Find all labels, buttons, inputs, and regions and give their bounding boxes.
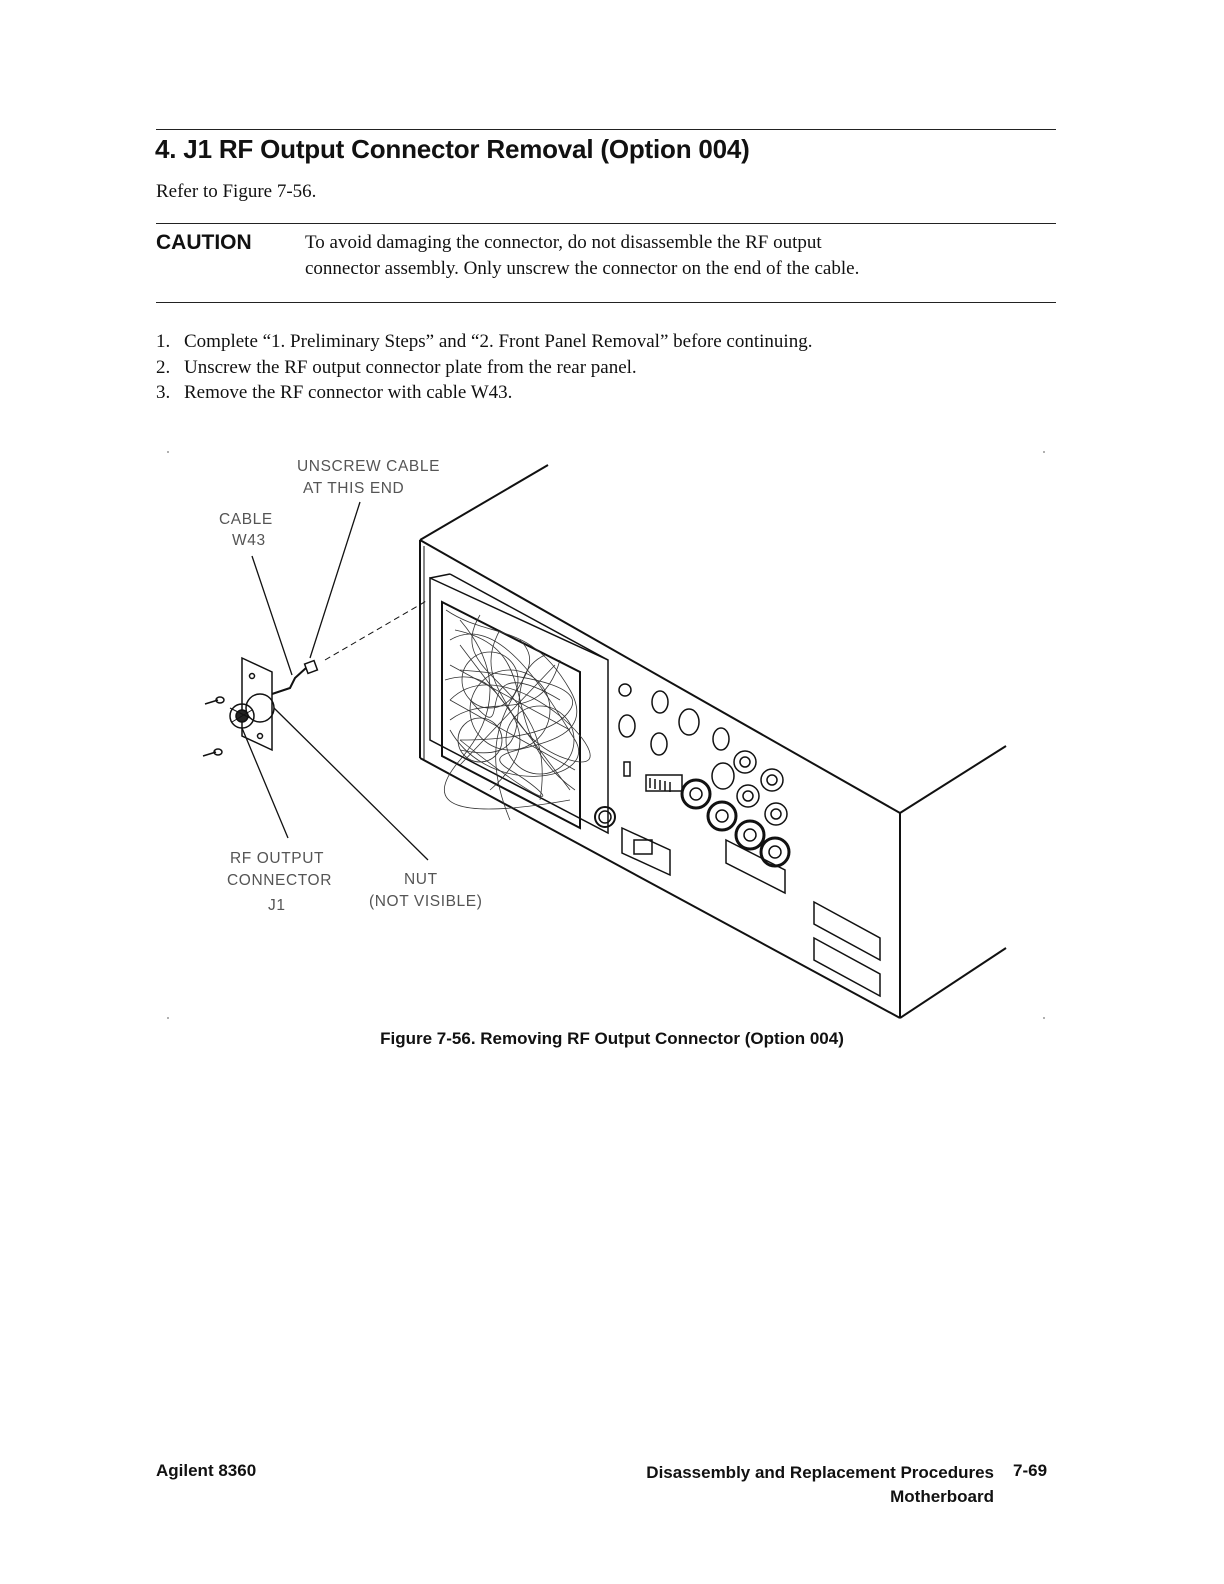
- top-rule: [156, 129, 1056, 130]
- rear-panel-connectors: [595, 684, 880, 996]
- caution-line-1: To avoid damaging the connector, do not disassemble the RF output: [305, 232, 822, 253]
- step-item: 3. Remove the RF connector with cable W43.: [156, 382, 513, 403]
- footer-product: Agilent 8360: [156, 1461, 257, 1480]
- label-connector: CONNECTOR: [227, 872, 333, 889]
- label-w43: W43: [232, 532, 266, 549]
- figure-caption: Figure 7-56. Removing RF Output Connector (Option 004): [380, 1029, 844, 1048]
- label-nut: NUT: [404, 871, 438, 888]
- caution-top-rule: [156, 223, 1056, 224]
- label-rf-output: RF OUTPUT: [230, 850, 325, 867]
- label-j1: J1: [268, 897, 286, 914]
- footer-chapter-title: Disassembly and Replacement Procedures: [646, 1463, 994, 1482]
- label-not-visible: (NOT VISIBLE): [369, 893, 483, 910]
- footer-section-title: Motherboard: [890, 1487, 994, 1506]
- caution-text: [305, 230, 1045, 282]
- alignment-line: [325, 600, 428, 660]
- caution-label: CAUTION: [156, 231, 252, 254]
- step-item: 2. Unscrew the RF output connector plate from the rear panel.: [156, 356, 637, 378]
- rear-panel-illustration: [160, 440, 1050, 1025]
- step-item: 1. Complete “1. Preliminary Steps” and “2. Front Panel Removal” before continuing.: [156, 331, 813, 352]
- label-unscrew-cable: UNSCREW CABLE: [297, 458, 441, 475]
- footer-chapter: [560, 1461, 994, 1509]
- label-at-this-end: AT THIS END: [303, 480, 405, 497]
- rf-connector-assembly: [203, 658, 317, 756]
- figure-reference: Refer to Figure 7-56.: [156, 181, 317, 202]
- section-heading: 4. J1 RF Output Connector Removal (Option 004): [155, 134, 750, 164]
- caution-line-2: connector assembly. Only unscrew the connector on the end of the cable.: [305, 258, 860, 279]
- procedure-steps: [156, 329, 812, 406]
- label-cable: CABLE: [219, 511, 273, 528]
- leader-lines: [242, 502, 428, 860]
- caution-bottom-rule: [156, 302, 1056, 303]
- page-number: 7-69: [1013, 1461, 1048, 1480]
